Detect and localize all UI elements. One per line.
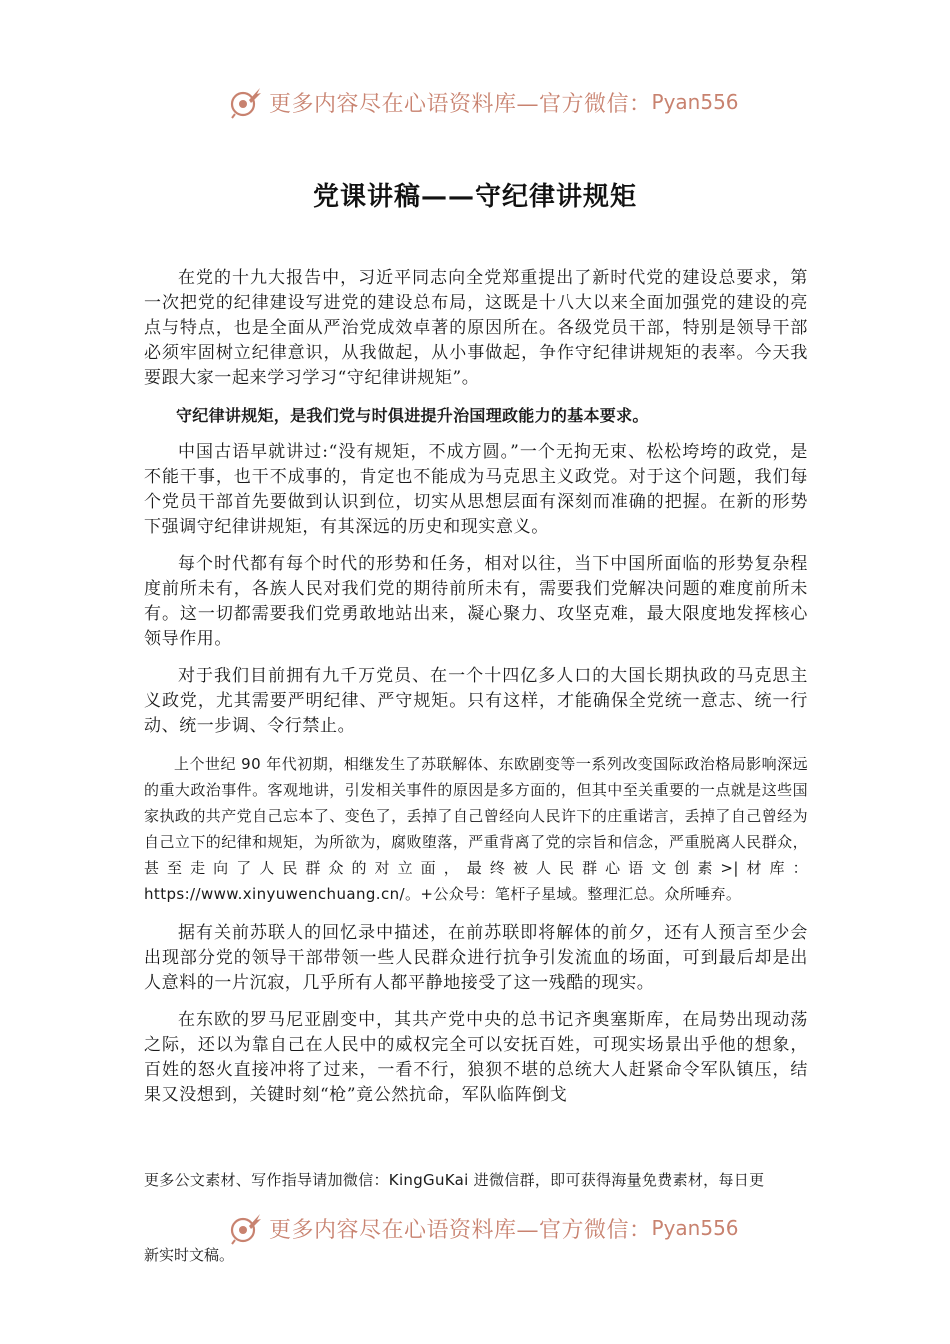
paragraph: 据有关前苏联人的回忆录中描述，在前苏联即将解体的前夕，还有人预言至少会出现部分党的领导干部带领一些人民群众进行抗争引发流血的场面，可到最后却是出人意料的一片沉寂，几乎所有人都平静地接受了这一残酷的现实。	[144, 923, 808, 993]
quill-logo-icon	[227, 84, 263, 120]
bottom-watermark-banner	[227, 1208, 739, 1248]
banner-text: 更多内容尽在心语资料库—官方微信：	[269, 1217, 652, 1243]
document-body	[144, 266, 808, 1120]
paragraph: 每个时代都有每个时代的形势和任务，相对以往，当下中国所面临的形势复杂程度前所未有，各族人民对我们党的期待前所未有，需要我们党解决问题的难度前所未有。这一切都需要我们党勇敢地站出来，凝心聚力、攻坚克难，最大限度地发挥核心领导作用。	[144, 554, 808, 649]
banner-text: 更多内容尽在心语资料库—官方微信：	[269, 91, 652, 117]
top-watermark-banner	[227, 82, 739, 122]
quill-logo-icon	[227, 1210, 263, 1246]
paragraph: 对于我们目前拥有九千万党员、在一个十四亿多人口的大国长期执政的马克思主义政党，尤其需要严明纪律、严守规矩。只有这样，才能确保全党统一意志、统一行动、统一步调、令行禁止。	[144, 666, 808, 736]
footer-tail: 新实时文稿。	[144, 1246, 235, 1264]
section-heading: 守纪律讲规矩，是我们党与时俱进提升治国理政能力的基本要求。	[176, 406, 649, 425]
footer-note: 更多公文素材、写作指导请加微信：KingGuKai 进微信群，即可获得海量免费素材，每日更	[144, 1171, 765, 1189]
paragraph: 在东欧的罗马尼亚剧变中，其共产党中央的总书记齐奥塞斯库，在局势出现动荡之际，还以为靠自己在人民中的威权完全可以安抚百姓，可现实场景出乎他的想象，百姓的怒火直接冲将了过来，一看不行，狼狈不堪的总统大人赶紧命令军队镇压，结果又没想到，关键时刻“枪”竟公然抗命，军队临阵倒戈	[144, 1010, 808, 1105]
banner-wechat-id: Pyan556	[651, 1216, 739, 1240]
paragraph: 上个世纪 90 年代初期，相继发生了苏联解体、东欧剧变等一系列改变国际政治格局影响深远的重大政治事件。客观地讲，引发相关事件的原因是多方面的，但其中至关重要的一点就是这些国家执政的共产党自己忘本了、变色了，丢掉了自己曾经向人民许下的庄重诺言，丢掉了自己曾经为自己立下的纪律和规矩，为所欲为，腐败堕落，严重背离了党的宗旨和信念，严重脱离人民群众，甚至走向了人民群众的对立面，最终被人民群心语文创素>|材库：https://www.xinyuwenchuang.cn/。+公众号：笔杆子星域。整理汇总。众所唾弃。	[144, 755, 808, 903]
document-title: 党课讲稿——守纪律讲规矩	[312, 182, 637, 212]
banner-wechat-id: Pyan556	[651, 90, 739, 114]
paragraph: 在党的十九大报告中，习近平同志向全党郑重提出了新时代党的建设总要求，第一次把党的纪律建设写进党的建设总布局，这既是十八大以来全面加强党的建设的亮点与特点，也是全面从严治党成效卓著的原因所在。各级党员干部，特别是领导干部必须牢固树立纪律意识，从我做起，从小事做起，争作守纪律讲规矩的表率。今天我要跟大家一起来学习学习“守纪律讲规矩”。	[144, 268, 808, 388]
paragraph: 中国古语早就讲过:“没有规矩，不成方圆。”一个无拘无束、松松垮垮的政党，是不能干事，也干不成事的，肯定也不能成为马克思主义政党。对于这个问题，我们每个党员干部首先要做到认识到位，切实从思想层面有深刻而准确的把握。在新的形势下强调守纪律讲规矩，有其深远的历史和现实意义。	[144, 442, 808, 537]
